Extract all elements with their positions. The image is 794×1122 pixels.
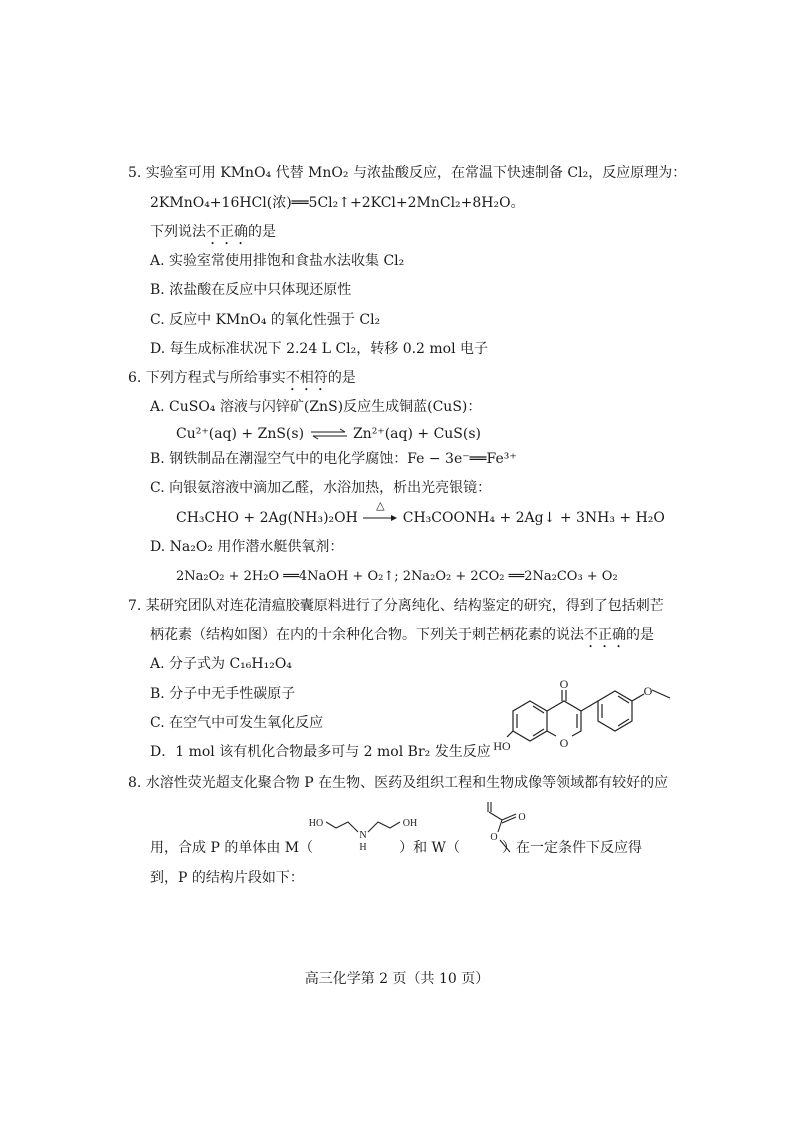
q6-stem: 6. 下列方程式与所给事实不相符的是 — [128, 370, 356, 386]
q7-option-b: B. 分子中无手性碳原子 — [150, 686, 296, 702]
svg-text:H: H — [359, 842, 367, 853]
q7-option-c: C. 在空气中可发生氧化反应 — [150, 715, 324, 731]
svg-text:OH: OH — [402, 818, 418, 829]
q5-prompt: 下列说法不正确的是 — [150, 224, 276, 240]
ho-label: HO — [493, 739, 511, 753]
diethanolamine-structure — [308, 812, 420, 854]
q7-option-d: D．1 mol 该有机化合物最多可与 2 mol Br₂ 发生反应 — [150, 744, 491, 760]
ring-o-label: O — [559, 736, 569, 750]
q6-a-equation: Cu²⁺(aq) + ZnS(s) Zn²⁺(aq) + CuS(s) — [176, 426, 481, 442]
heat-arrow: △ — [362, 508, 398, 528]
q6-c-equation: CH₃CHO + 2Ag(NH₃)₂OH △ CH₃COONH₄ + 2Ag↓ + 3NH₃ + H₂O — [176, 499, 665, 526]
q6-d-equation: 2Na₂O₂ + 2H₂O ══4NaOH + O₂↑; 2Na₂O₂ + 2CO₂ ══2Na₂CO₃ + O₂ — [176, 569, 618, 584]
q6-option-d: D. Na₂O₂ 用作潜水艇供氧剂： — [150, 539, 344, 555]
formononetin-structure — [492, 670, 682, 765]
q5-option-c: C. 反应中 KMnO₄ 的氧化性强于 Cl₂ — [150, 312, 381, 328]
svg-text:N: N — [359, 830, 367, 841]
q8-stem-line2: 用，合成 P 的单体由 M（ ）和 W（ ）在一定条件下反应得 — [150, 840, 642, 856]
q5-option-d: D. 每生成标准状况下 2.24 L Cl₂，转移 0.2 mol 电子 — [150, 341, 489, 357]
q5-stem: 5. 实验室可用 KMnO₄ 代替 MnO₂ 与浓盐酸反应，在常温下快速制备 Cl₂，反应原理为： — [128, 165, 687, 181]
q8-stem-line3: 到，P 的结构片段如下： — [150, 870, 304, 886]
q7-option-a: A. 分子式为 C₁₆H₁₂O₄ — [150, 656, 292, 672]
q5-equation: 2KMnO₄+16HCl(浓)══5Cl₂↑+2KCl+2MnCl₂+8H₂O。 — [150, 195, 525, 211]
svg-text:HO: HO — [308, 818, 324, 829]
carbonyl-o-label: O — [559, 677, 569, 691]
q7-stem-line2: 柄花素（结构如图）在内的十余种化合物。下列关于刺芒柄花素的说法不正确的是 — [150, 627, 654, 643]
methoxy-o-label: O — [643, 684, 653, 698]
equilibrium-arrow-icon — [309, 428, 349, 440]
svg-text:O: O — [518, 812, 526, 823]
page-footer: 高三化学第 2 页（共 10 页） — [304, 971, 490, 987]
svg-text:O: O — [490, 832, 498, 843]
q6-option-b: B. 钢铁制品在潮湿空气中的电化学腐蚀：Fe − 3e⁻══Fe³⁺ — [150, 451, 517, 467]
methyl-acrylate-structure — [480, 796, 540, 860]
q8-stem-line1: 8. 水溶性荧光超支化聚合物 P 在生物、医药及组织工程和生物成像等领域都有较好的应 — [128, 775, 669, 791]
q6-option-a: A. CuSO₄ 溶液与闪锌矿(ZnS)反应生成铜蓝(CuS)： — [150, 399, 482, 415]
q7-stem-line1: 7. 某研究团队对连花清瘟胶囊原料进行了分离纯化、结构鉴定的研究，得到了包括刺芒 — [128, 598, 664, 614]
q5-option-b: B. 浓盐酸在反应中只体现还原性 — [150, 282, 352, 298]
q5-option-a: A. 实验室常使用排饱和食盐水法收集 Cl₂ — [150, 253, 405, 269]
q6-option-c: C. 向银氨溶液中滴加乙醛，水浴加热，析出光亮银镜： — [150, 480, 492, 496]
